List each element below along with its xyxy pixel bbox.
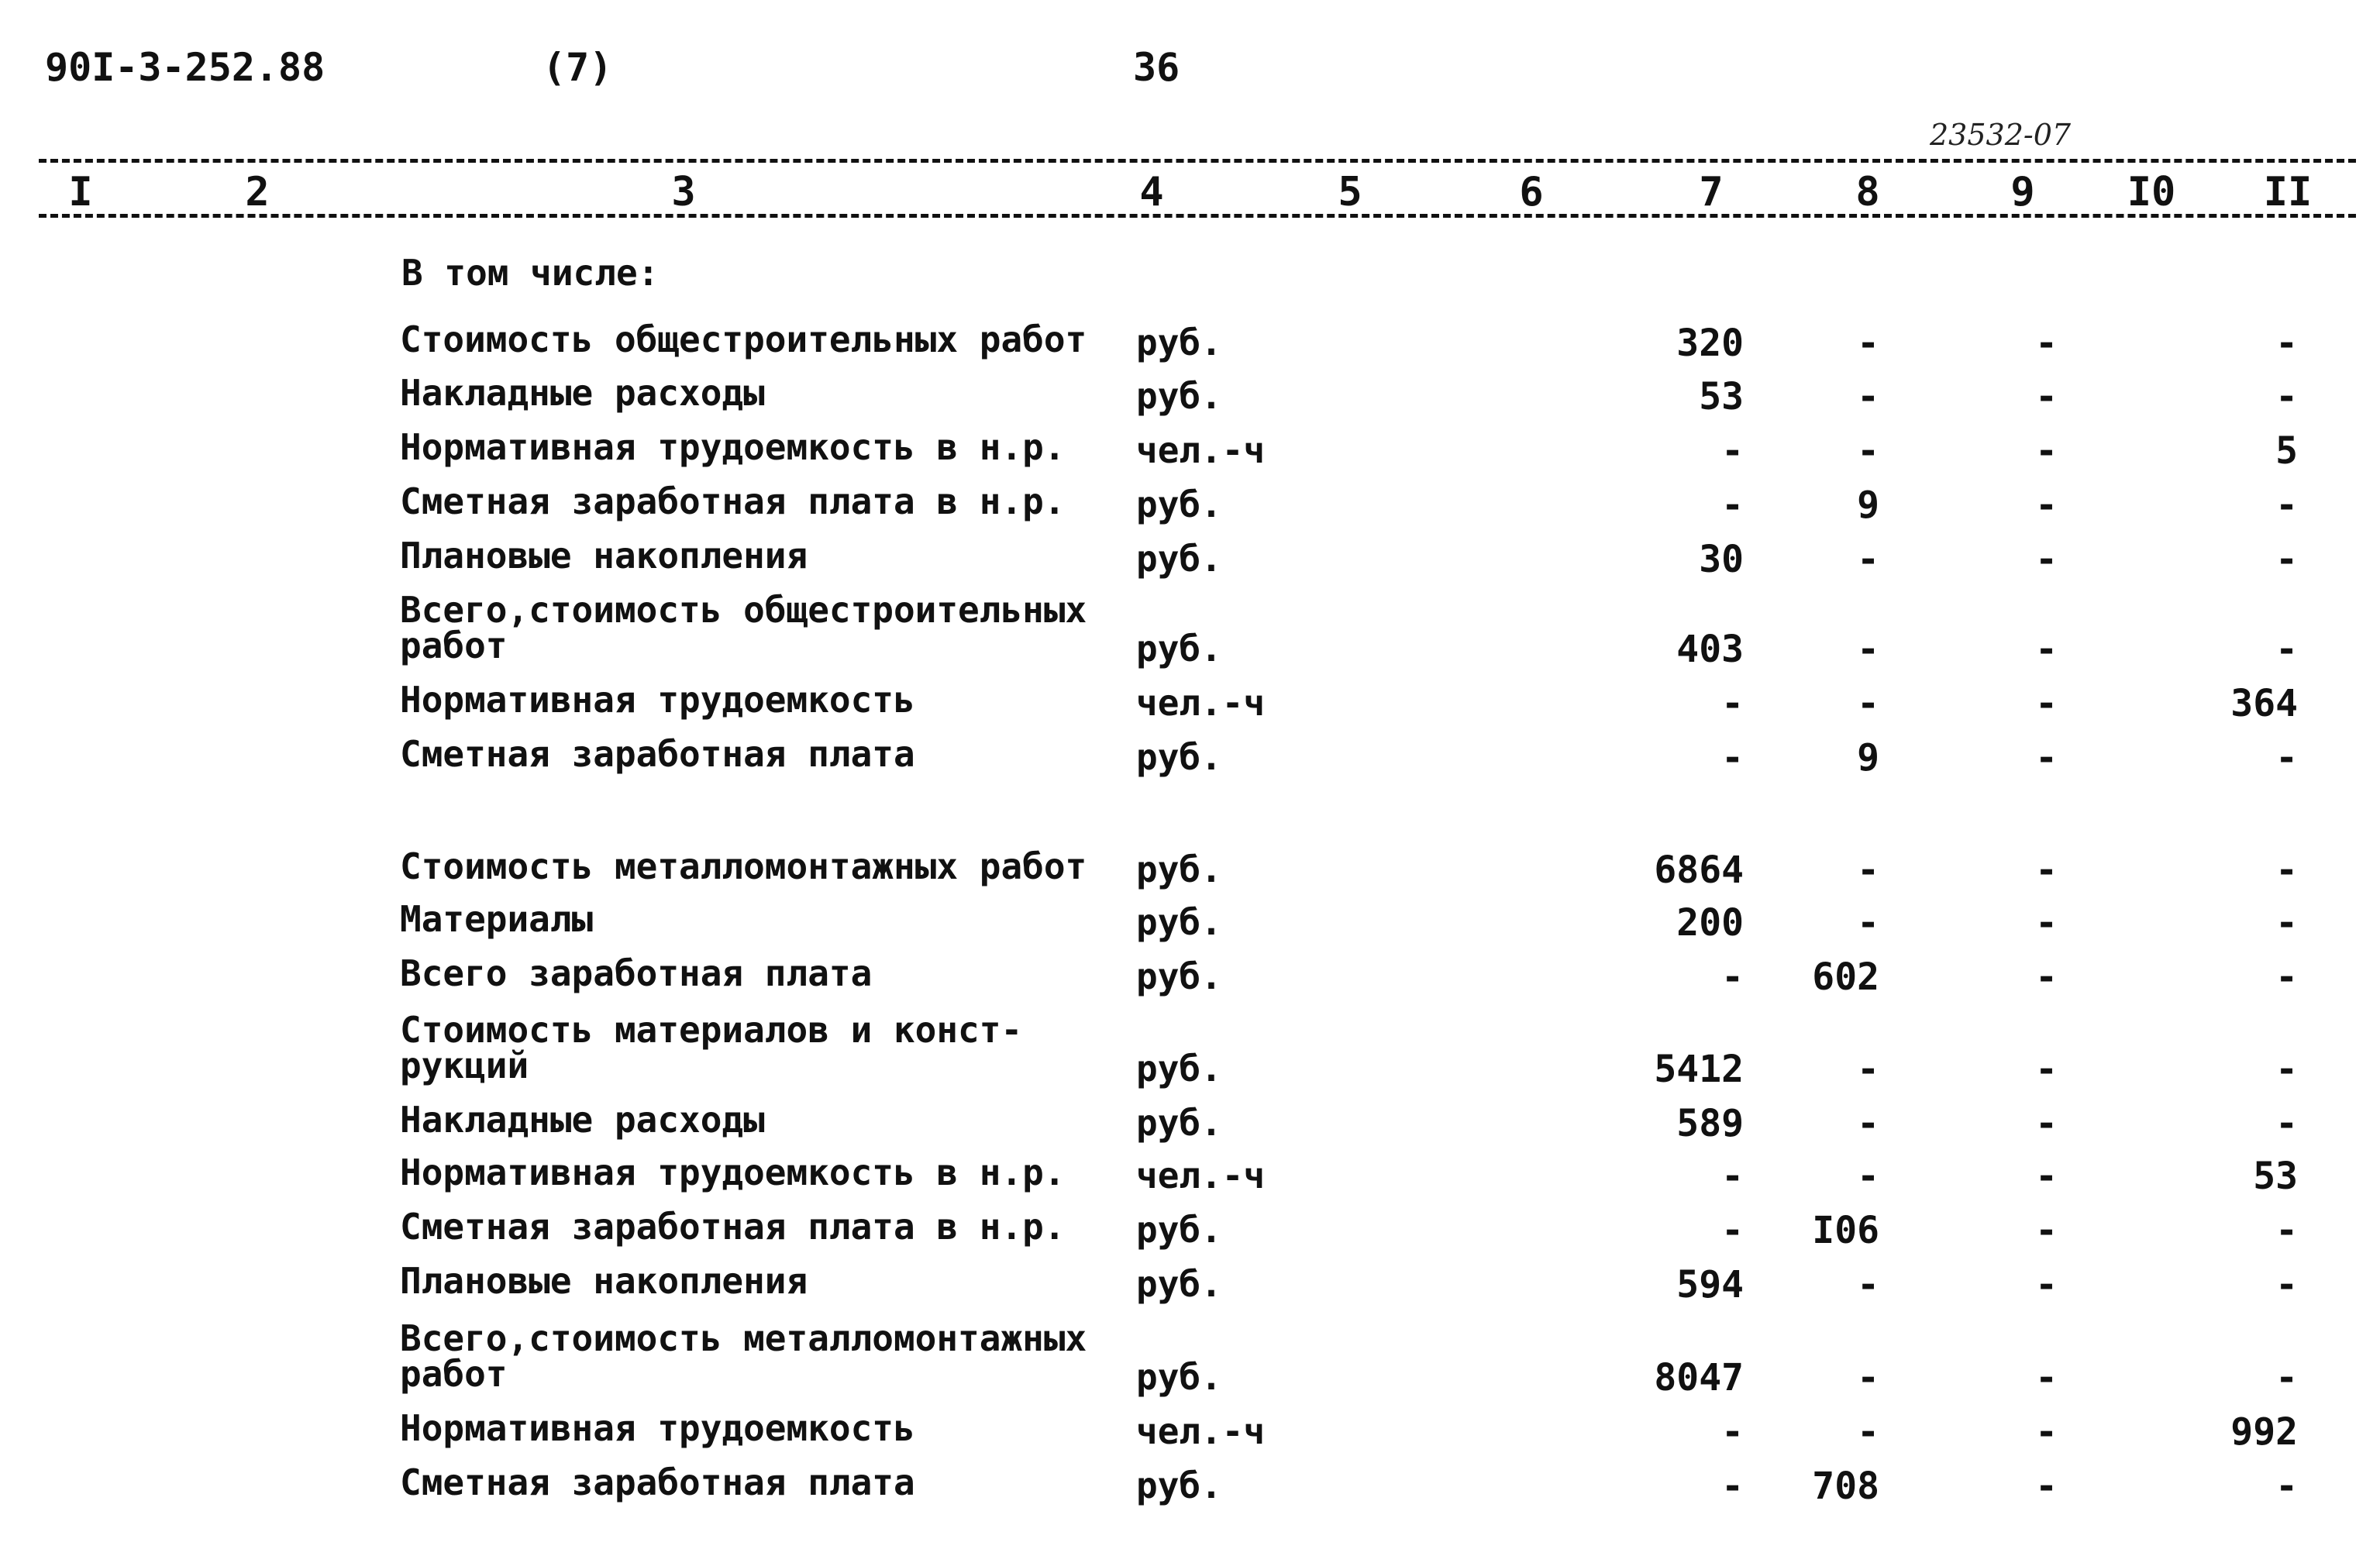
row-value-c7: 200 (1676, 901, 1744, 945)
row-value-c11: - (2275, 1102, 2298, 1145)
row-value-c8: - (1857, 1356, 1879, 1399)
row-unit: руб. (1136, 322, 1222, 363)
row-label (400, 1461, 915, 1503)
row-value-c9: - (2035, 955, 2058, 999)
row-label (400, 845, 1087, 887)
row-value-c11: - (2275, 375, 2298, 418)
row-value-c8: I06 (1812, 1209, 1879, 1252)
row-label-line: Накладные расходы (400, 372, 765, 414)
row-value-c9: - (2035, 901, 2058, 945)
row-unit: руб. (1136, 484, 1222, 525)
row-label (400, 535, 808, 577)
row-unit: руб. (1136, 901, 1222, 943)
row-value-c9: - (2035, 1209, 2058, 1252)
row-label (400, 318, 1087, 360)
column-number-4: 4 (1139, 169, 1164, 215)
row-label (400, 1317, 1087, 1395)
row-value-c11: - (2275, 538, 2298, 581)
row-value-c9: - (2035, 682, 2058, 725)
row-value-c11: 5 (2275, 429, 2298, 473)
row-label (400, 372, 765, 414)
row-value-c8: - (1857, 1410, 1879, 1454)
row-label-line: Нормативная трудоемкость (400, 1407, 915, 1449)
row-label-line: Сметная заработная плата в н.р. (400, 1206, 1066, 1248)
row-unit: чел.-ч (1136, 1410, 1266, 1452)
row-value-c8: 708 (1812, 1465, 1879, 1508)
column-number-10: I0 (2127, 169, 2176, 215)
row-value-c11: - (2275, 1356, 2298, 1399)
row-value-c7: - (1721, 1410, 1744, 1454)
row-unit: руб. (1136, 1465, 1222, 1506)
row-value-c11: - (2275, 628, 2298, 671)
row-value-c8: - (1857, 849, 1879, 892)
row-value-c9: - (2035, 375, 2058, 418)
row-value-c8: - (1857, 628, 1879, 671)
row-value-c8: - (1857, 538, 1879, 581)
row-label-line: Плановые накопления (400, 535, 808, 577)
row-label (400, 1260, 808, 1302)
column-number-8: 8 (1855, 169, 1880, 215)
row-value-c11: 53 (2253, 1155, 2298, 1198)
row-value-c11: 364 (2230, 682, 2298, 725)
row-label-line: Стоимость общестроительных работ (400, 318, 1087, 360)
row-label-line: Материалы (400, 898, 594, 940)
row-label-line: Нормативная трудоемкость в н.р. (400, 1152, 1066, 1193)
row-value-c9: - (2035, 484, 2058, 527)
column-number-7: 7 (1699, 169, 1724, 215)
row-value-c9: - (2035, 1465, 2058, 1508)
row-value-c11: - (2275, 955, 2298, 999)
row-value-c8: 9 (1857, 736, 1879, 780)
row-unit: чел.-ч (1136, 682, 1266, 724)
row-label-line: Сметная заработная плата (400, 733, 915, 775)
row-unit: руб. (1136, 1048, 1222, 1090)
row-value-c7: - (1721, 955, 1744, 999)
row-value-c8: - (1857, 322, 1879, 365)
row-value-c7: - (1721, 1465, 1744, 1508)
row-unit: руб. (1136, 1209, 1222, 1251)
row-value-c7: 30 (1699, 538, 1744, 581)
row-value-c11: 992 (2230, 1410, 2298, 1454)
row-label-line: Стоимость материалов и конст- (400, 1009, 1023, 1051)
row-value-c9: - (2035, 1102, 2058, 1145)
handwritten-stamp: 23532-07 (1930, 118, 2072, 152)
row-label (400, 733, 915, 775)
row-value-c7: 6864 (1654, 849, 1744, 892)
row-value-c11: - (2275, 484, 2298, 527)
row-unit: руб. (1136, 538, 1222, 580)
row-value-c11: - (2275, 1048, 2298, 1091)
row-value-c8: - (1857, 1102, 1879, 1145)
column-number-1: I (68, 169, 93, 215)
column-number-3: 3 (671, 169, 696, 215)
row-unit: руб. (1136, 955, 1222, 997)
row-value-c7: 589 (1676, 1102, 1744, 1145)
row-value-c9: - (2035, 1263, 2058, 1306)
row-value-c9: - (2035, 322, 2058, 365)
document-code: 90I-3-252.88 (45, 45, 325, 90)
row-value-c7: 594 (1676, 1263, 1744, 1306)
row-value-c8: 602 (1812, 955, 1879, 999)
row-value-c7: - (1721, 484, 1744, 527)
row-label-line: Сметная заработная плата в н.р. (400, 480, 1066, 522)
section-title: В том числе: (401, 252, 660, 294)
row-value-c8: 9 (1857, 484, 1879, 527)
column-number-5: 5 (1338, 169, 1362, 215)
row-value-c9: - (2035, 1356, 2058, 1399)
row-label (400, 480, 1066, 522)
row-unit: руб. (1136, 375, 1222, 417)
column-number-11: II (2263, 169, 2313, 215)
row-label (400, 1206, 1066, 1248)
row-value-c11: - (2275, 736, 2298, 780)
row-value-c9: - (2035, 628, 2058, 671)
row-label-line: работ (400, 1353, 508, 1395)
row-value-c11: - (2275, 1209, 2298, 1252)
row-value-c11: - (2275, 1263, 2298, 1306)
row-value-c11: - (2275, 901, 2298, 945)
row-value-c7: - (1721, 1155, 1744, 1198)
row-label-line: Плановые накопления (400, 1260, 808, 1302)
row-unit: чел.-ч (1136, 429, 1266, 471)
column-number-9: 9 (2010, 169, 2035, 215)
row-label-line: Нормативная трудоемкость (400, 679, 915, 721)
row-value-c7: - (1721, 429, 1744, 473)
row-value-c8: - (1857, 375, 1879, 418)
row-value-c7: 53 (1699, 375, 1744, 418)
column-number-6: 6 (1519, 169, 1544, 215)
row-value-c7: 8047 (1654, 1356, 1744, 1399)
row-unit: руб. (1136, 736, 1222, 778)
row-unit: руб. (1136, 1263, 1222, 1305)
row-label-line: Всего,стоимость металломонтажных (400, 1317, 1087, 1359)
row-value-c8: - (1857, 682, 1879, 725)
row-unit: руб. (1136, 1102, 1222, 1144)
row-label-line: Сметная заработная плата (400, 1461, 915, 1503)
row-unit: руб. (1136, 1356, 1222, 1398)
row-label (400, 589, 1087, 666)
row-label (400, 426, 1066, 468)
row-value-c7: - (1721, 736, 1744, 780)
row-label (400, 1099, 765, 1141)
row-value-c7: 320 (1676, 322, 1744, 365)
row-value-c8: - (1857, 901, 1879, 945)
row-label-line: Нормативная трудоемкость в н.р. (400, 426, 1066, 468)
row-value-c9: - (2035, 1155, 2058, 1198)
row-label (400, 1009, 1023, 1086)
page-number: 36 (1133, 45, 1180, 90)
row-unit: чел.-ч (1136, 1155, 1266, 1196)
row-value-c7: 5412 (1654, 1048, 1744, 1091)
row-value-c8: - (1857, 1155, 1879, 1198)
row-value-c9: - (2035, 849, 2058, 892)
row-value-c11: - (2275, 1465, 2298, 1508)
row-value-c9: - (2035, 736, 2058, 780)
row-value-c9: - (2035, 429, 2058, 473)
row-label-line: Всего,стоимость общестроительных (400, 589, 1087, 631)
row-value-c11: - (2275, 849, 2298, 892)
row-unit: руб. (1136, 849, 1222, 890)
document-part: (7) (542, 45, 613, 90)
row-label (400, 952, 873, 994)
row-value-c7: 403 (1676, 628, 1744, 671)
row-value-c11: - (2275, 322, 2298, 365)
row-value-c8: - (1857, 1263, 1879, 1306)
row-value-c9: - (2035, 1048, 2058, 1091)
row-label (400, 898, 594, 940)
column-number-2: 2 (245, 169, 270, 215)
row-label (400, 1407, 915, 1449)
row-value-c8: - (1857, 1048, 1879, 1091)
row-label-line: рукций (400, 1045, 529, 1086)
row-label (400, 1152, 1066, 1193)
row-label-line: Накладные расходы (400, 1099, 765, 1141)
row-value-c8: - (1857, 429, 1879, 473)
row-value-c9: - (2035, 538, 2058, 581)
row-value-c7: - (1721, 682, 1744, 725)
row-unit: руб. (1136, 628, 1222, 670)
row-label-line: работ (400, 625, 508, 666)
row-label (400, 679, 915, 721)
row-label-line: Стоимость металломонтажных работ (400, 845, 1087, 887)
row-value-c9: - (2035, 1410, 2058, 1454)
row-label-line: Всего заработная плата (400, 952, 873, 994)
row-value-c7: - (1721, 1209, 1744, 1252)
